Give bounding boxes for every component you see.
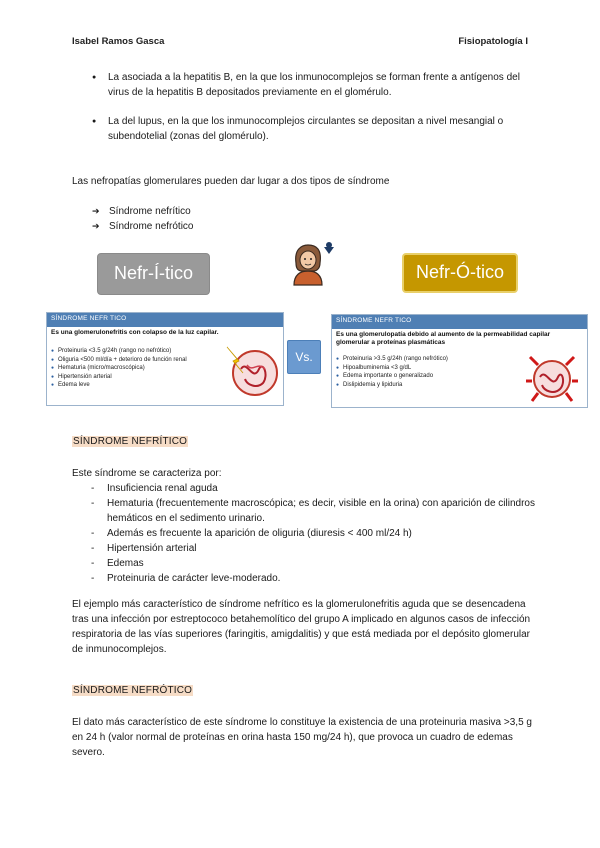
bullet-list bbox=[92, 70, 532, 158]
card-list-item: ● Proteinuria <3.5 g/24h (rango no nefrótico) bbox=[51, 347, 211, 356]
nefritico-paragraph: El ejemplo más característico de síndrome nefrítico es la glomerulonefritis aguda que se desencadena tras una infección por estreptococo betahemolítico del grupo A implicado en algunos casos de infección respiratoria de las vías superiores (faringitis, amigdalitis) y que está mediada por el depósito glomerular de inmunocomplejos. bbox=[72, 599, 531, 655]
header-course: Fisiopatología I bbox=[458, 36, 528, 47]
card-list-item: ● Hematuria (micro/macroscópica) bbox=[51, 364, 211, 373]
nefrotico-paragraph: El dato más característico de este síndrome lo constituye la existencia de una proteinuria masiva >3,5 g en 24 h (valor normal de proteínas en orina hasta 150 mg/24 h), que provoca un cuadro de edemas severo. bbox=[72, 717, 532, 758]
nefritico-heading: SÍNDROME NEFRÍTICO bbox=[73, 436, 188, 447]
nefrotico-card-title: SÍNDROME NEFR TICO bbox=[332, 315, 587, 329]
nefritico-feature-item: - Proteinuria de carácter leve-moderado. bbox=[91, 571, 541, 586]
syndrome-intro: Las nefropatías glomerulares pueden dar lugar a dos tipos de síndrome bbox=[72, 176, 390, 187]
syndrome-list bbox=[92, 204, 194, 234]
nefritico-feature-list bbox=[91, 481, 541, 586]
card-list-item: ● Dislipidemia y lipiduria bbox=[336, 381, 506, 390]
nefritico-feature-item: - Hipertensión arterial bbox=[91, 541, 541, 556]
nefritico-feature-item: - Insuficiencia renal aguda bbox=[91, 481, 541, 496]
card-list-item: ● Edema leve bbox=[51, 381, 211, 390]
versus-badge: Vs. bbox=[287, 340, 321, 374]
bullet-item-lupus: ● La del lupus, en la que los inmunocomplejos circulantes se depositan a nivel mesangial o subendotelial (zonas del glomérulo). bbox=[92, 114, 532, 144]
card-list-item: ● Hipertensión arterial bbox=[51, 373, 211, 382]
nefrotico-label: Nefr-Ó-tico bbox=[402, 253, 518, 293]
nefritico-label: Nefr-Í-tico bbox=[97, 253, 210, 295]
nefritico-feature-item: - Hematuria (frecuentemente macroscópica; es decir, visible en la orina) con aparición de cilindros hemáticos en el sedimento urinario. bbox=[91, 496, 541, 526]
nefrotico-card bbox=[331, 314, 588, 408]
nefrotico-card-list bbox=[336, 355, 506, 389]
nefrotico-heading: SÍNDROME NEFRÓTICO bbox=[73, 685, 193, 696]
nefrotico-card-subtitle: Es una glomerulopatía debido al aumento de la permeabilidad capilar glomerular a proteínas plasmáticas bbox=[336, 331, 551, 346]
nefritico-card-list bbox=[51, 347, 211, 390]
card-list-item: ● Oliguria <500 ml/día + deterioro de función renal bbox=[51, 356, 211, 365]
glomerulus-collapse-illustration bbox=[223, 339, 281, 401]
nefritico-card bbox=[46, 312, 284, 406]
nefritico-card-subtitle: Es una glomerulonefritis con colapso de la luz capilar. bbox=[51, 329, 219, 336]
nefritico-intro: Este síndrome se caracteriza por: bbox=[72, 468, 222, 479]
glomerulus-leak-illustration bbox=[522, 351, 582, 405]
nefritico-feature-item: - Además es frecuente la aparición de oliguria (diuresis < 400 ml/24 h) bbox=[91, 526, 541, 541]
bullet-item-hepatitis-b: ● La asociada a la hepatitis B, en la que los inmunocomplejos se forman frente a antígenos del virus de la hepatitis B depositados previamente en el glomérulo. bbox=[92, 70, 532, 100]
syndrome-item-nefritico: ➔ Síndrome nefrítico bbox=[92, 204, 194, 219]
card-list-item: ● Edema importante o generalizado bbox=[336, 372, 506, 381]
card-list-item: ● Hipoalbuminemia <3 g/dL bbox=[336, 364, 506, 373]
nefritico-card-title: SÍNDROME NEFR TICO bbox=[47, 313, 283, 327]
card-list-item: ● Proteinuria >3.5 g/24h (rango nefrótico) bbox=[336, 355, 506, 364]
thinking-person-icon bbox=[280, 241, 336, 287]
syndrome-item-nefrotico: ➔ Síndrome nefrótico bbox=[92, 219, 194, 234]
nefritico-feature-item: - Edemas bbox=[91, 556, 541, 571]
header-author: Isabel Ramos Gasca bbox=[72, 36, 165, 47]
